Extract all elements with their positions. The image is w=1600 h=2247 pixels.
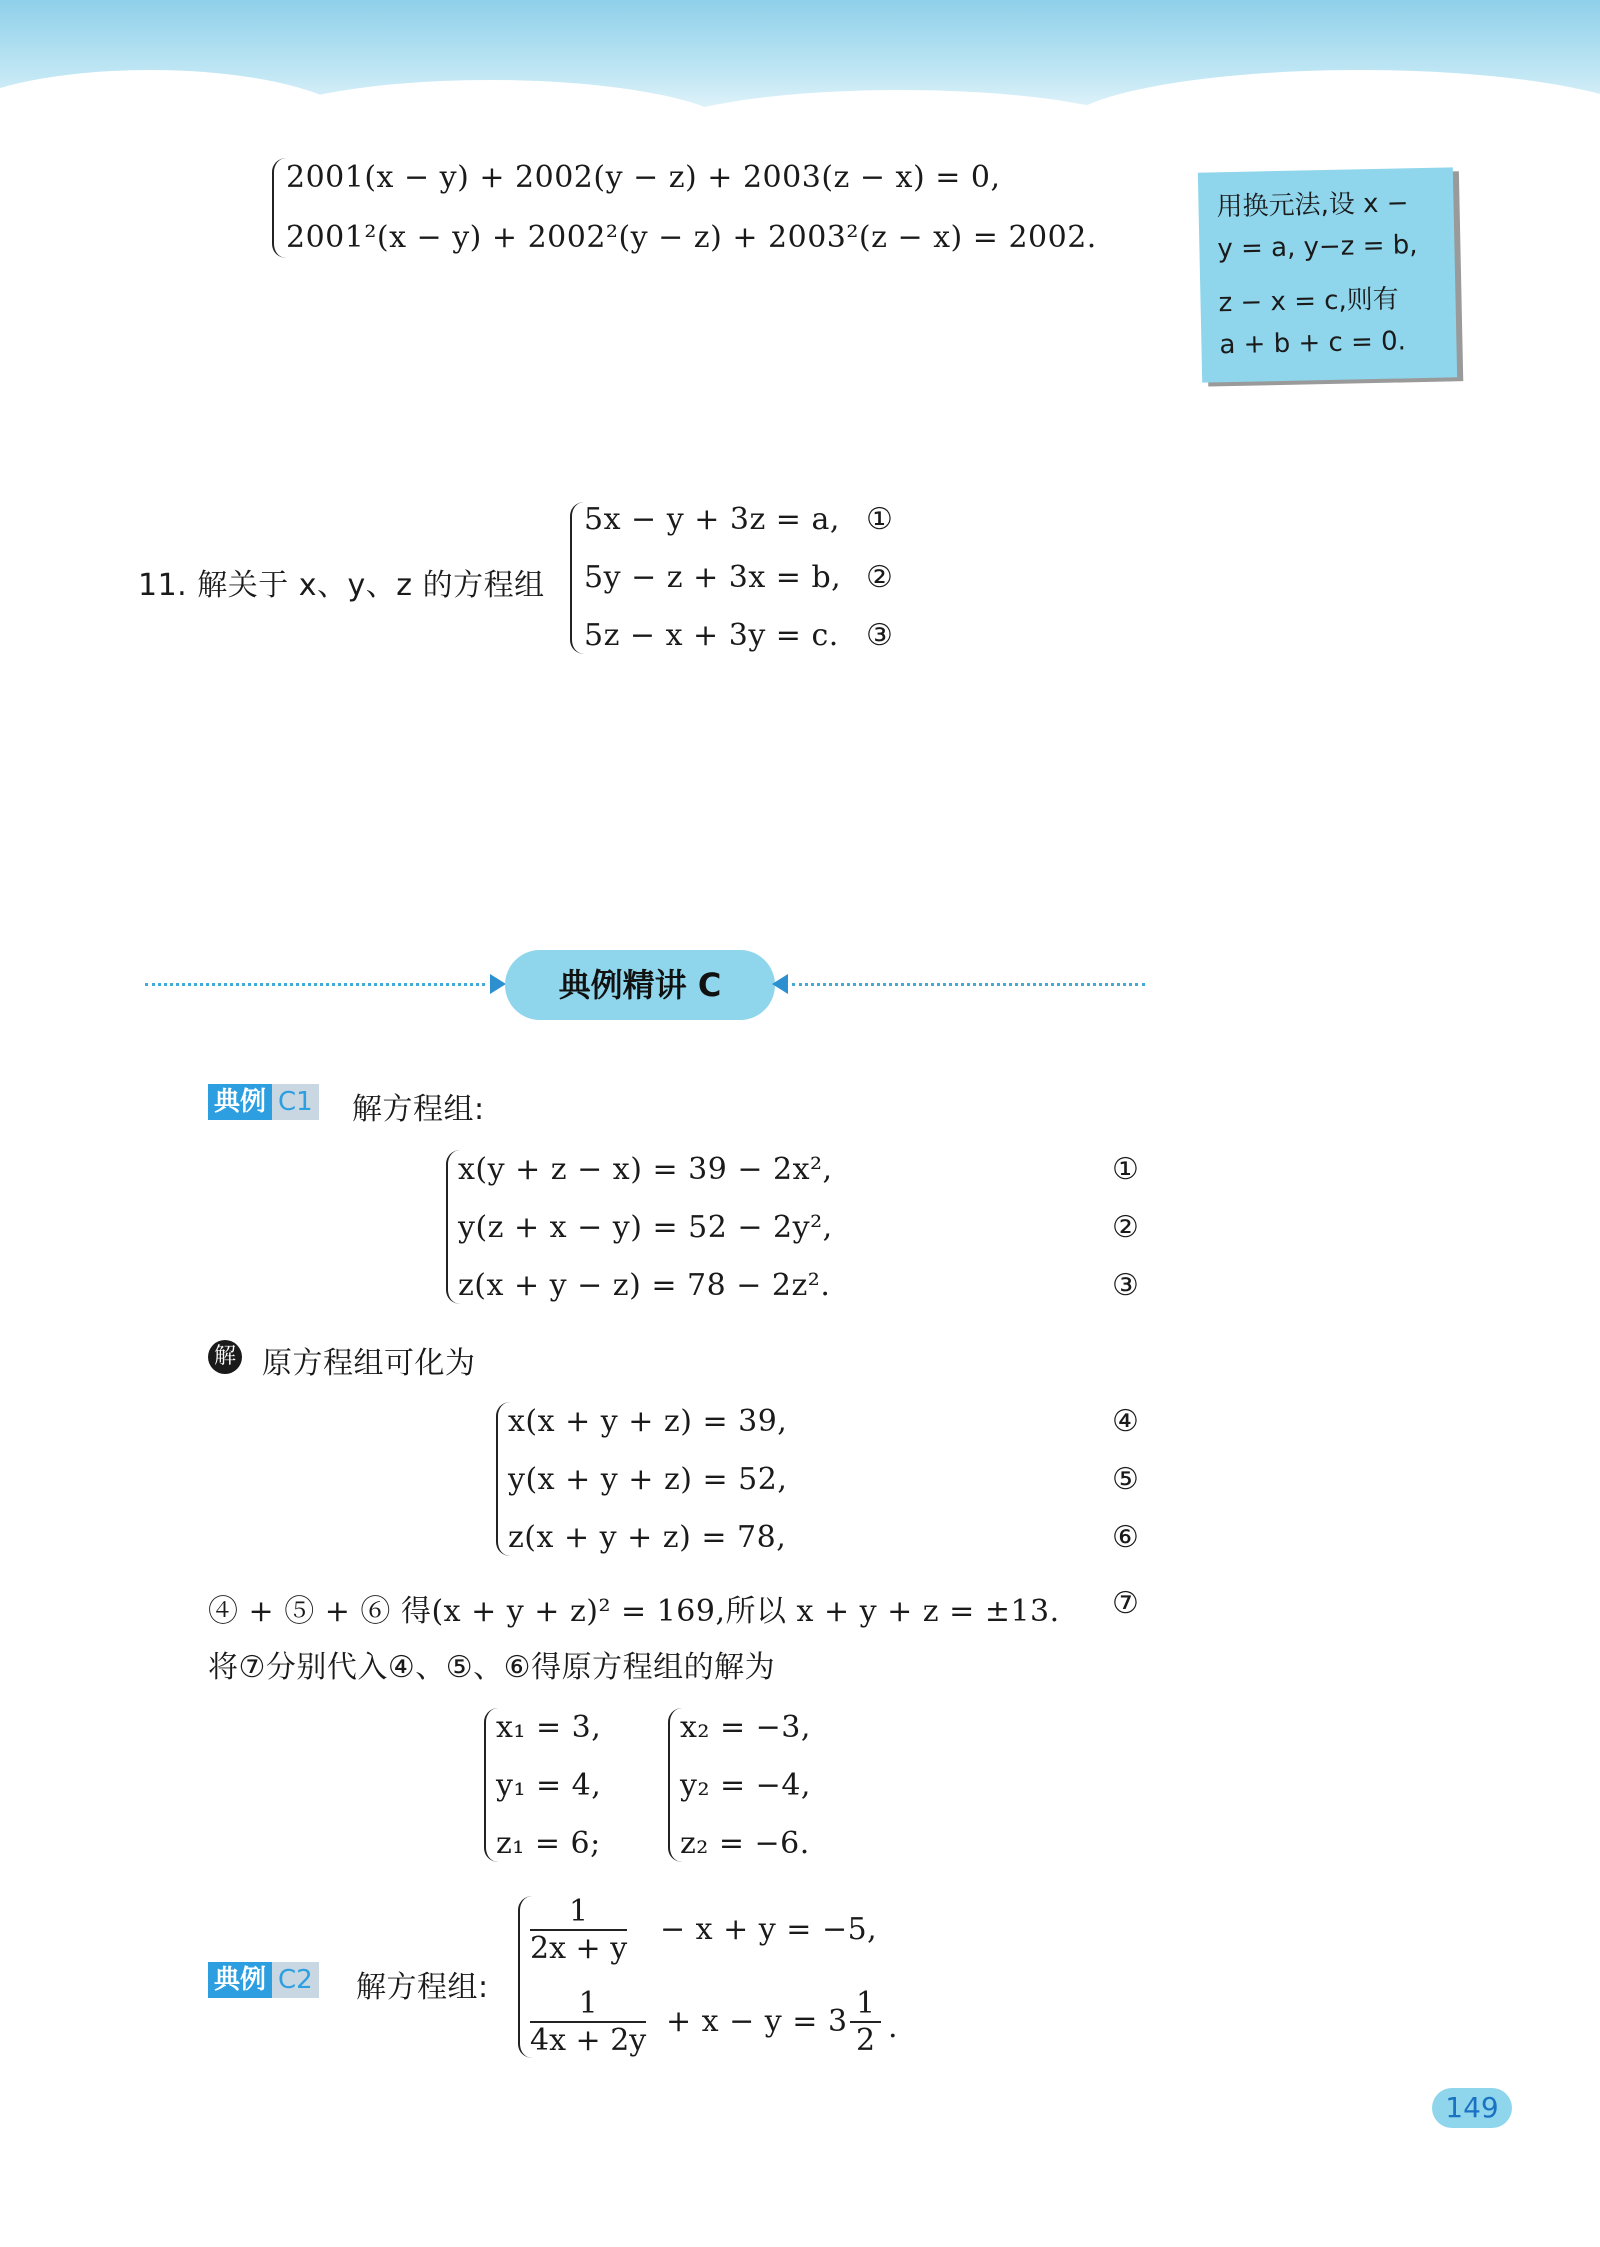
solution-intro: 原方程组可化为 xyxy=(262,1346,476,1381)
equation-mark: ② xyxy=(1112,1210,1139,1245)
equation-mark: ③ xyxy=(866,618,893,653)
fraction-denominator: 2 xyxy=(856,2023,876,2058)
page-number: 149 xyxy=(1432,2088,1512,2128)
solution-value: y₁ = 4, xyxy=(496,1768,602,1803)
equation-line: x(x + y + z) = 39, xyxy=(508,1404,788,1439)
equation-line: y(x + y + z) = 52, xyxy=(508,1462,788,1497)
equation-mark: ⑥ xyxy=(1112,1520,1139,1555)
equation-line: 2001(x − y) + 2002(y − z) + 2003(z − x) = 0, xyxy=(286,160,1001,195)
fraction xyxy=(530,1986,646,2058)
equation-mark: ③ xyxy=(1112,1268,1139,1303)
solution-value: z₂ = −6. xyxy=(680,1826,810,1861)
arrow-left-icon xyxy=(772,974,788,994)
solution-value: x₂ = −3, xyxy=(680,1710,811,1745)
arrow-right-icon xyxy=(490,974,506,994)
solution-icon: 解 xyxy=(208,1340,242,1374)
hint-line: z − x = c,则有 xyxy=(1218,284,1400,319)
fraction xyxy=(850,1986,881,2058)
equation-line: z(x + y + z) = 78, xyxy=(508,1520,787,1555)
problem-11-stem: 11. 解关于 x、y、z 的方程组 xyxy=(138,568,545,603)
hint-line: a + b + c = 0. xyxy=(1219,326,1407,361)
equation-line: 5z − x + 3y = c. xyxy=(584,618,839,653)
equation-line: 5x − y + 3z = a, xyxy=(584,502,840,537)
example-tag-id: C1 xyxy=(272,1084,319,1120)
equation-mark: ① xyxy=(866,502,893,537)
hint-line: 用换元法,设 x − xyxy=(1216,188,1409,223)
equation-mark: ① xyxy=(1112,1152,1139,1187)
section-title: 典例精讲 C xyxy=(505,950,775,1020)
example-prompt: 解方程组: xyxy=(356,1970,489,2005)
example-tag-id: C2 xyxy=(272,1962,319,1998)
equation-mark: ② xyxy=(866,560,893,595)
equation-line: x(y + z − x) = 39 − 2x², xyxy=(458,1152,833,1187)
equation-line: + x − y = 3 xyxy=(666,2004,848,2039)
example-tag xyxy=(208,1084,319,1120)
example-tag-label: 典例 xyxy=(208,1084,272,1120)
substitution-text: 将⑦分别代入④、⑤、⑥得原方程组的解为 xyxy=(208,1650,776,1685)
section-divider-left xyxy=(145,983,485,986)
equation-line: z(x + y − z) = 78 − 2z². xyxy=(458,1268,831,1303)
solution-value: y₂ = −4, xyxy=(680,1768,811,1803)
solution-value: z₁ = 6; xyxy=(496,1826,601,1861)
section-divider-right xyxy=(792,983,1145,986)
equation-line: − x + y = −5, xyxy=(660,1912,878,1947)
solution-value: x₁ = 3, xyxy=(496,1710,602,1745)
fraction-numerator: 1 xyxy=(850,1986,881,2023)
example-prompt: 解方程组: xyxy=(352,1092,485,1127)
fraction-denominator: 4x + 2y xyxy=(530,2023,647,2058)
hint-line: y = a, y−z = b, xyxy=(1217,230,1418,265)
fraction xyxy=(530,1894,627,1966)
equation-end: . xyxy=(888,2010,899,2045)
fraction-numerator: 1 xyxy=(530,1986,646,2023)
equation-line: y(z + x − y) = 52 − 2y², xyxy=(458,1210,833,1245)
equation-mark: ⑦ xyxy=(1112,1586,1139,1621)
fraction-denominator: 2x + y xyxy=(530,1931,628,1966)
equation-line: 5y − z + 3x = b, xyxy=(584,560,842,595)
equation-line: 2001²(x − y) + 2002²(y − z) + 2003²(z − x) = 2002. xyxy=(286,220,1097,255)
example-tag xyxy=(208,1962,319,1998)
example-tag-label: 典例 xyxy=(208,1962,272,1998)
fraction-numerator: 1 xyxy=(530,1894,627,1931)
solution-step: ④ + ⑤ + ⑥ 得(x + y + z)² = 169,所以 x + y + z = ±13. xyxy=(208,1594,1060,1629)
hint-note xyxy=(1198,167,1457,382)
equation-mark: ⑤ xyxy=(1112,1462,1139,1497)
equation-mark: ④ xyxy=(1112,1404,1139,1439)
